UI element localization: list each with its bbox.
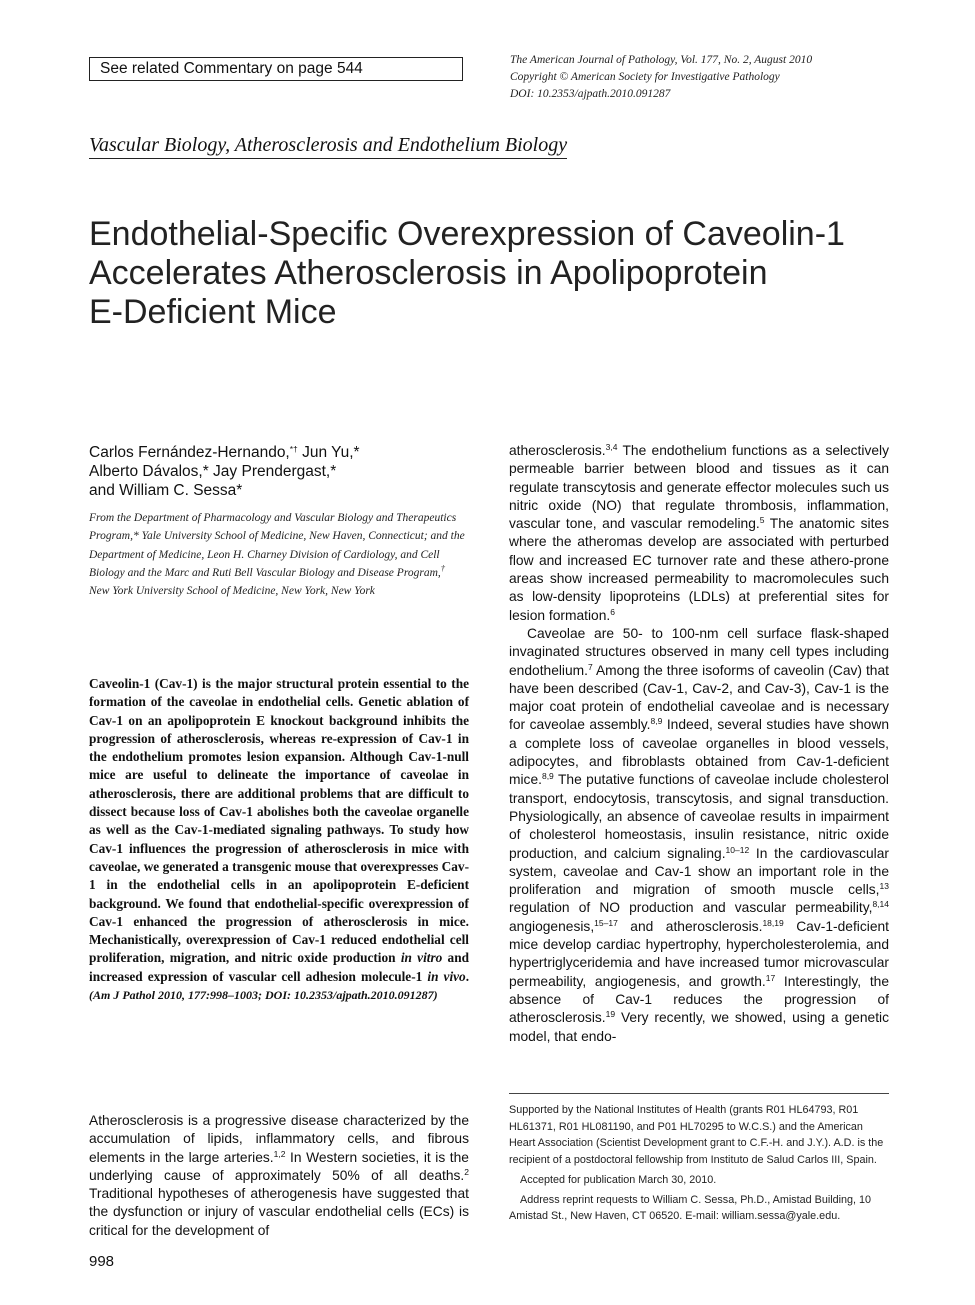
title-line-2: Accelerates Atherosclerosis in Apolipoprotein — [89, 254, 768, 292]
author-line-3: and William C. Sessa* — [89, 482, 243, 499]
funding-footnote: Supported by the National Institutes of Health (grants R01 HL64793, R01 HL61371, R01 HL081190, and P01 HL70295 to W.C.S.) and the American Heart Association (Scientist Development grant to C.F.-H. and J.Y.). A.D. is the recipient of a postdoctoral fellowship from Instituto de Salud Carlos III, Spain. — [509, 1104, 884, 1167]
article-title — [89, 215, 889, 332]
author-line-2: Alberto Dávalos,* Jay Prendergast,* — [89, 463, 337, 480]
body-paragraph: atherosclerosis.$^{3,4}$ The endothelium functions as a selectively permeable barrier between blood and tissues as it can regulate transcytosis and generate effector molecules such us nitric oxide (NO) that regulate thrombosis, inflammation, vascular tone, and vascular remodeling.$^5$ The anatomic sites where the atheromas develop are associated with perturbed flow and increased EC turnover rate and these athero-prone areas show increased permeability to macromolecules such as low-density lipoproteins (LDLs) at preferential sites for lesion formation.$^6$ — [509, 442, 889, 623]
page-number: 998 — [89, 1253, 115, 1270]
abstract-text: Caveolin-1 (Cav-1) is the major structural protein essential to the formation of the caveolae in endothelial cells. Genetic ablation of Cav-1 on an apolipoprotein E knockout background inhibits the progression of atherosclerosis, whereas re-expression of Cav-1 in the endothelium promotes lesion expansion. Although Cav-1-null mice are useful to delineate the importance of caveolae in atherosclerosis, there are additional problems that are difficult to dissect because loss of Cav-1 abolishes both the caveolae organelle as well as the Cav-1-mediated signaling pathways. To study how Cav-1 influences the progression of atherosclerosis in mice with caveolae, we generated a transgenic mouse that overexpresses Cav-1 in the endothelial cells in an apolipoprotein E-deficient background. We found that endothelial-specific overexpression of Cav-1 enhanced the progression of atherosclerosis in mice. Mechanistically, overexpression of Cav-1 reduced endothelial cell proliferation, migration, and nitric oxide production in vitro and increased expression of vascular cell adhesion molecule-1 in vivo. — [89, 676, 470, 984]
intro-paragraph: Atherosclerosis is a progressive disease characterized by the accumulation of lipids, inflammatory cells, and fibrous elements in the large arteries.$^{1,2}$ In Western societies, it is the underlying cause of approximately 50% of all deaths.$^2$ Traditional hypotheses of atherogenesis have suggested that the dysfunction or injury of vascular endothelial cells (ECs) is critical for the development of — [89, 1113, 469, 1238]
abstract-citation: (Am J Pathol 2010, 177:998–1003; DOI: 10.2353/ajpath.2010.091287) — [89, 988, 438, 1003]
title-line-1: Endothelial-Specific Overexpression of Caveolin-1 — [89, 215, 845, 253]
footnotes — [509, 1102, 889, 1225]
journal-citation: The American Journal of Pathology, Vol. 177, No. 2, August 2010 — [510, 54, 813, 66]
author-affiliation: From the Department of Pharmacology and Vascular Biology and Therapeutics Program,* Yale University School of Medicine, New Haven, Connecticut; and the Department of Medicine, Leon H. Charney Division of Cardiology, and Cell Biology and the Marc and Ruti Bell Vascular Biology and Disease Program,† New York University School of Medicine, New York, New York — [89, 512, 465, 598]
related-commentary-box[interactable] — [89, 57, 463, 81]
author-line-1: Carlos Fernández-Hernando,*† Jun Yu,* — [89, 444, 360, 461]
related-commentary-text: See related Commentary on page 544 — [100, 60, 363, 77]
abstract — [89, 675, 469, 1004]
journal-doi: DOI: 10.2353/ajpath.2010.091287 — [510, 88, 671, 100]
right-column — [509, 442, 889, 1046]
journal-copyright: Copyright © American Society for Investigative Pathology — [510, 71, 780, 83]
accepted-footnote: Accepted for publication March 30, 2010. — [520, 1173, 717, 1186]
section-heading: Vascular Biology, Atherosclerosis and Endothelium Biology — [89, 132, 567, 159]
journal-info — [510, 52, 930, 103]
author-list — [89, 443, 479, 500]
body-paragraph: Caveolae are 50- to 100-nm cell surface flask-shaped invaginated structures observed in many cell types including endothelium.$^7$ Among the three isoforms of caveolin (Cav) that have been described (Cav-1, Cav-2, and Cav-3), Cav-1 is the major coat protein of endothelial caveolae and is necessary for caveolae assembly.$^{8,9}$ Indeed, several studies have shown a complete loss of caveolae organelles in blood vessels, adipocytes, and fibroblasts obtained from Cav-1-deficient mice.$^{8,9}$ The putative functions of caveolae include cholesterol transport, endocytosis, transcytosis, and signal transduction. Physiologically, an absence of caveolae results in impairment of cholesterol homeostasis, insulin resistance, nitric oxide production, and calcium signaling.$^{10-12}$ In the cardiovascular system, caveolae and Cav-1 show an important role in the proliferation and migration of smooth muscle cells,$^{13}$ regulation of NO production and vascular permeability,$^{8,14}$ angiogenesis,$^{15-17}$ and atherosclerosis.$^{18,19}$ Cav-1-deficient mice develop cardiac hypertrophy, hypercholesterolemia, and hypertriglyceridemia and have increased tumor microvascular permeability, angiogenesis, and growth.$^{17}$ Interestingly, the absence of Cav-1 reduces the progression of atherosclerosis.$^{19}$ Very recently, we showed, using a genetic model, that endo- — [509, 625, 889, 1044]
footnote-divider — [509, 1093, 889, 1094]
title-line-3: E-Deficient Mice — [89, 293, 337, 331]
reprint-footnote: Address reprint requests to William C. Sessa, Ph.D., Amistad Building, 10 Amistad St., New Haven, CT 06520. E-mail: william.sessa@yale.edu. — [509, 1193, 872, 1223]
